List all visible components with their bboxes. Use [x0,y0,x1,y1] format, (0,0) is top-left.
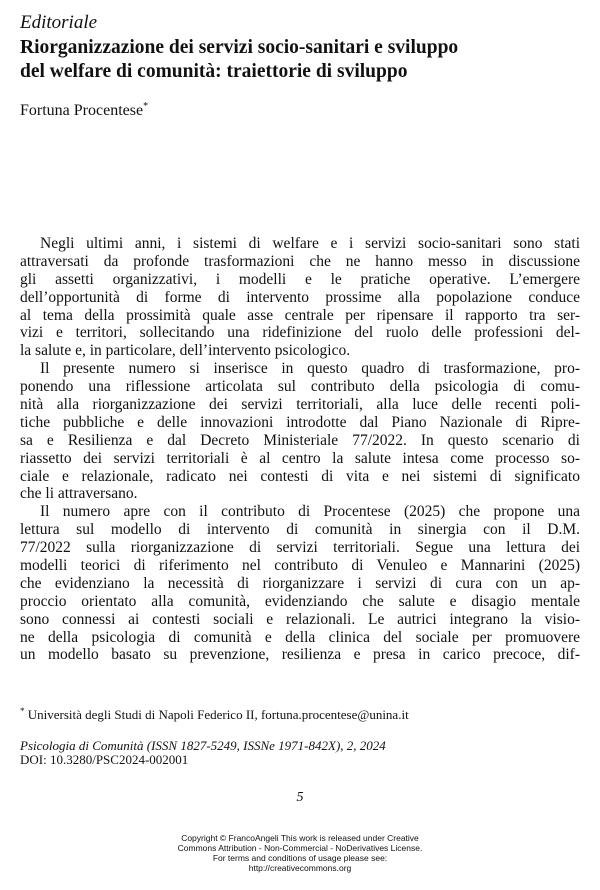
copyright-line: For terms and conditions of usage please see: [212,853,388,863]
body-line: sa e Resilienza e dal Decreto Ministeriale 77/2022. In questo scenario di [20,431,580,449]
author-text: Fortuna Procentese [20,102,144,119]
body-line: Il numero apre con il contributo di Procentese (2025) che propone una [40,503,580,521]
body-line: gli assetti organizzativi, i modelli e le pratiche operative. L’emergere [20,270,580,288]
body-line: al tema della prossimità quale asse centrale per ripensare il rapporto tra ser- [20,306,580,324]
author-name [20,101,148,120]
body-line: ne della psicologia di comunità e della clinica del sociale per promuovere [20,628,580,646]
body-line: lettura sul modello di intervento di comunità in sinergia con il D.M. [20,521,580,539]
body-line: sono connessi ai contesti sociali e relazionali. Le autrici integrano la visio- [20,610,580,628]
article-body [20,235,580,664]
section-label: Editoriale [20,12,98,33]
body-line: tiche pubbliche e delle innovazioni introdotte dal Piano Nazionale di Ripre- [20,413,580,431]
body-line: riassetto dei servizi territoriali è al centro la salute intesa come processo so- [20,449,580,467]
body-line: Il presente numero si inserisce in questo quadro di trasformazione, pro- [40,360,580,378]
body-line: vizi e territori, sollecitando una ridefinizione del ruolo delle professioni del- [20,324,580,342]
body-line: 77/2022 sulla riorganizzazione di servizi territoriali. Segue una lettura dei [20,539,580,557]
body-line: che li attraversano. [20,485,138,503]
page-number: 5 [296,790,304,805]
author-affiliation-footnote [20,706,409,723]
title-line: Riorganizzazione dei servizi socio-sanitari e sviluppo [20,37,459,58]
copyright-line: Copyright © FrancoAngeli This work is released under Creative [181,833,419,843]
body-line: che evidenziano la necessità di riorganizzare i servizi di cura con un ap- [20,574,580,592]
body-line: attraversati da profonde trasformazioni che ne hanno messo in discussione [20,252,580,270]
doi: DOI: 10.3280/PSC2024-002001 [20,752,189,767]
body-line: dell’opportunità di forme di intervento prossime alla popolazione conduce [20,288,580,306]
copyright-line: Commons Attribution - Non-Commercial - NoDerivatives License. [177,843,423,853]
article-title [20,36,580,84]
body-line: ciale e relazionale, radicato nei contesti di vita e nei sistemi di significato [20,467,580,485]
body-line: la salute e, in particolare, dell’intervento psicologico. [20,342,351,360]
copyright-notice [0,833,600,873]
body-line: proccio orientato alla comunità, evidenziando che salute e disagio mentale [20,592,580,610]
body-line: Negli ultimi anni, i sistemi di welfare e i servizi socio-sanitari sono stati [40,235,580,252]
body-line: modelli teorici di riferimento nel contributo di Venuleo e Mannarini (2025) [20,557,580,575]
author-footnote-mark: * [143,101,149,112]
footnote-text: Università degli Studi di Napoli Federico II, fortuna.procentese@unina.it [27,707,409,722]
title-line: del welfare di comunità: traiettorie di sviluppo [20,61,408,82]
body-line: nità alla riorganizzazione dei servizi territoriali, alla luce delle recenti poli- [20,396,580,414]
footnote-mark: * [20,706,25,716]
copyright-link[interactable]: http://creativecommons.org [248,863,352,873]
body-line: ponendo una riflessione articolata sul contributo della psicologia di comu- [20,378,580,396]
journal-citation: Psicologia di Comunità (ISSN 1827-5249, ISSNe 1971-842X), 2, 2024 [20,738,386,753]
body-line: un modello basato su prevenzione, resilienza e presa in carico precoce, dif- [20,646,580,664]
